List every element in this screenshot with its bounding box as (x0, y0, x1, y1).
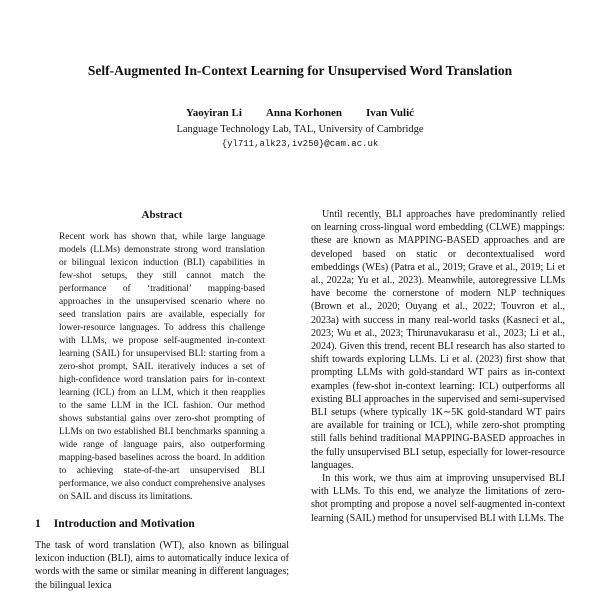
author-list (0, 107, 600, 120)
contact-email: {yl711,alk23,iv250}@cam.ac.uk (221, 139, 379, 149)
affiliation: Language Technology Lab, TAL, University of Cambridge (176, 124, 424, 135)
paper-title: Self-Augmented In-Context Learning for Unsupervised Word Translation (87, 63, 513, 78)
abstract-heading: Abstract (141, 209, 183, 221)
body-paragraph-1: Until recently, BLI approaches have predominantly relied on learning cross-lingual word embedding (CLWE) mappings: these are known as MAPPING-BASED approaches and are developed based on static or decontextualised word embeddings (WEs) (Patra et al., 2019; Grave et al., 2019; Li et al., 2022a; Yu et al., 2023). Meanwhile, autoregressive LLMs have become the cornerstone of modern NLP techniques (Brown et al., 2020; Ouyang et al., 2022; Touvron et al., 2023a) with success in many real-world tasks (Kasneci et al., 2023; Wu et al., 2023; Thirunavukarasu et al., 2023; Li et al., 2024). Given this trend, recent BLI research has also started to shift towards exploring LLMs. Li et al. (2023) first show that prompting LLMs with gold-standard WT pairs as in-context examples (few-shot in-context learning: ICL) outperforms all existing BLI approaches in the supervised and semi-supervised BLI setups (where typically 1K∼5K gold-standard WT pairs are available for training or ICL), while zero-shot prompting still falls behind traditional MAPPING-BASED approaches in the fully unsupervised BLI setup, especially for lower-resource languages. (311, 209, 565, 471)
abstract-text: Recent work has shown that, while large language models (LLMs) demonstrate strong word translation or bilingual lexicon induction (BLI) capabilities in few-shot setups, they still cannot match the performance of ‘traditional’ mapping-based approaches in the unsupervised scenario where no seed translation pairs are available, especially for lower-resource languages. To address this challenge with LLMs, we propose self-augmented in-context learning (SAIL) for unsupervised BLI: starting from a zero-shot prompt, SAIL iteratively induces a set of high-confidence word translation pairs for in-context learning (ICL) from an LLM, which it then reapplies to the same LLM in the ICL fashion. Our method shows substantial gains over zero-shot prompting of LLMs on two established BLI benchmarks spanning a wide range of language pairs, also outperforming mapping-based baselines across the board. In addition to achieving state-of-the-art unsupervised BLI performance, we also conduct comprehensive analyses on SAIL and discuss its limitations. (59, 232, 265, 502)
right-column (311, 208, 565, 592)
left-column (35, 208, 289, 592)
two-column-body (35, 208, 565, 592)
section-1-title: Introduction and Motivation (53, 518, 195, 530)
author-name-3: Ivan Vulić (366, 107, 415, 119)
author-name-2: Anna Korhonen (265, 107, 343, 119)
section-1-number: 1 (35, 518, 41, 530)
section-1-heading (35, 517, 289, 531)
body-paragraph-2: In this work, we thus aim at improving unsupervised BLI with LLMs. To this end, we analyze the limitations of zero-shot prompting and propose a novel self-augmented in-context learning (SAIL) method for unsupervised BLI with LLMs. The (311, 473, 565, 524)
author-name-1: Yaoyiran Li (185, 107, 242, 119)
intro-paragraph: The task of word translation (WT), also known as bilingual lexicon induction (BLI), aims to automatically induce lexica of words with the same or similar meaning in different languages; the bilingual lexica (35, 540, 289, 591)
